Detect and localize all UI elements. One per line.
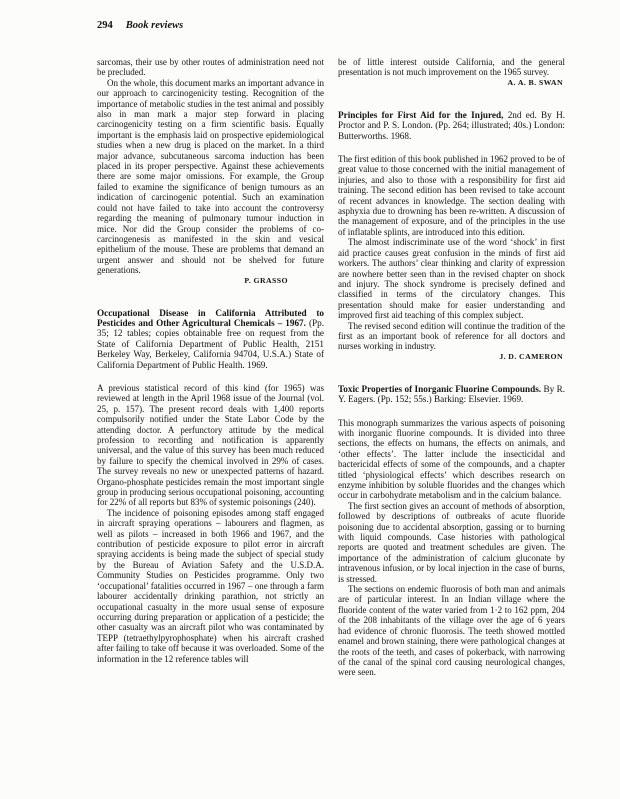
running-head — [97, 20, 565, 31]
review4-biblio: By R. Y. Eagers. (Pp. 152; 55s.) Barking: Elsevier. 1969. — [338, 383, 565, 405]
review2-paragraph-1: A previous statistical record of this kind (for 1965) was reviewed at length in the April 1968 issue of the Journal (vol. 25, p. 157). The present record deals with 1,400 reports compulsorily notified under the State Labor Code by the attending doctor. A perfunctory attitude by the medical profession to recording and notification is apparently universal, and the value of this survey has been much reduced by failure to specify the chemical involved in 29% of cases. The survey reveals no new or unexpected patterns of hazard. Organo-phosphate pesticides remain the most important single group in producing serious occupational poisoning, accounting for 22% of all reports but 83% of systemic poisonings (240). — [97, 382, 324, 508]
reviewer-signature-grasso: P. GRASSO — [244, 275, 288, 285]
left-column — [97, 57, 324, 678]
two-column-text — [97, 57, 565, 678]
review3-title: Principles for First Aid for the Injured, — [338, 109, 504, 120]
review2-paragraph-continuation: be of little interest outside California, and the general presentation is not much improvement on the 1965 survey. — [338, 57, 565, 78]
review1-paragraph: On the whole, this document marks an important advance in our approach to carcinogenicity testing. Recognition of the importance of metabolic studies in the test animal and possibly also in man mark a major step forward in placing carcinogenicity testing on a firm scientific basis. Equally important is the emphasis laid on prospective epidemiological studies when a new drug is placed on the market. In a third major advance, subcutaneous sarcoma induction has been placed in its proper perspective. Against these achievements there are some major omissions. For example, the Group failed to examine the significance of benign tumours as an indication of carcinogenic potential. Such an examination could not have failed to take into account the controversy regarding the meaning of pulmonary tumour induction in mice. Nor did the Group consider the problems of co-carcinogenesis as manifested in the skin and vesical epithelium of the mouse. These are problems that demand an urgent answer and should not be shelved for future generations. — [97, 77, 324, 276]
reviewer-signature-swan: A. A. B. SWAN — [507, 77, 563, 87]
review4-heading — [338, 384, 565, 405]
review4-title: Toxic Properties of Inorganic Fluorine Compounds. — [338, 383, 542, 394]
review3-heading — [338, 110, 565, 141]
section-title: Book reviews — [125, 20, 184, 31]
review4-paragraph-1: This monograph summarizes the various aspects of poisoning with inorganic fluorine compounds. It is divided into three sections, the effects on humans, the effects on animals, and ‘other effects’. The latter include the insecticidal and bactericidal effects of some of the compounds, and a chapter titled ‘physiological effects’ which describes research on enzyme inhibition by soluble fluorides and the changes which occur in carbohydrate metabolism and in the calcium balance. — [338, 417, 565, 501]
review1-paragraph-continuation: sarcomas, their use by other routes of administration need not be precluded. — [97, 57, 324, 78]
review2-title: Occupational Disease in California Attributed to Pesticides and Other Agricultural Chemicals – 1967. — [97, 307, 324, 328]
review4-paragraph-2: The first section gives an account of methods of absorption, followed by descriptions of outbreaks of acute fluoride poisoning due to accidental absorption, gassing or to burning with liquid compounds. Case histories with pathological reports are quoted and treatment schedules are given. The importance of the administration of calcium gluconate by intravenous infusion, or by local injection in the case of burns, is stressed. — [338, 500, 565, 584]
review3-paragraph-3: The revised second edition will continue the tradition of the first as an important book of reference for all doctors and nurses working in industry. — [338, 320, 565, 352]
review3-paragraph-2: The almost indiscriminate use of the word ‘shock’ in first aid practice causes great confusion in the minds of first aid workers. The authors’ clear thinking and clarity of expression are nowhere better seen than in the revised chapter on shock and injury. The shock syndrome is precisely defined and classified in terms of the circulatory changes. This presentation should make for easier understanding and improved first aid teaching of this complex subject. — [338, 237, 565, 321]
page-number: 294 — [97, 20, 113, 31]
review2-biblio: (Pp. 35; 12 tables; copies obtainable free on request from the State of California Department of Public Health, 2151 Berkeley Way, Berkeley, California 94704, U.S.A.) State of California Department of Public Health. 1969. — [97, 317, 325, 370]
review4-paragraph-3: The sections on endemic fluorosis of both man and animals are of particular interest. In an Indian village where the fluoride content of the water varied from 1·2 to 162 ppm, 204 of the 208 inhabitants of the village over the age of 6 years had evidence of chronic fluorosis. The teeth showed mottled enamel and brown staining, there were pathological changes at the roots of the teeth, and cases of pokerback, with narrowing of the canal of the spinal cord causing neurological changes, were seen. — [338, 584, 565, 678]
review2-heading — [97, 308, 324, 370]
review3-paragraph-1: The first edition of this book published in 1962 proved to be of great value to those concerned with the initial management of injuries, and also to those with a responsibility for first aid training. The second edition has been revised to take account of recent advances in knowledge. The section dealing with asphyxia due to drowning has been re-written. A discussion of the management of exposure, and of the principles in the use of inflatable splints, are introduced into this edition. — [338, 154, 565, 237]
review2-paragraph-2: The incidence of poisoning episodes among staff engaged in aircraft spraying operations – labourers and flagmen, as well as pilots – increased in both 1966 and 1967, and the contribution of pesticide exposure to pilot error in aircraft spraying accidents is being made the subject of special study by the Bureau of Aviation Safety and the U.S.D.A. Community Studies on Pesticides programme. Only two ‘occupational’ fatalities occurred in 1967 – one through a farm labourer accidentally drinking parathion, not strictly an occupational casualty in the more usual sense of exposure occurring during preparation or application of a pesticide; the other casualty was an aircraft pilot who was contaminated by TEPP (tetraethylpyrophosphate) when his aircraft crashed after failing to take off because it was overloaded. Some of the information in the 12 reference tables will — [97, 507, 324, 664]
reviewer-signature-cameron: J. D. CAMERON — [499, 351, 563, 361]
review3-biblio: 2nd ed. By H. Proctor and P. S. London. (Pp. 264; illustrated; 40s.) London: Butterworths. 1968. — [338, 109, 566, 141]
right-column — [338, 57, 565, 678]
